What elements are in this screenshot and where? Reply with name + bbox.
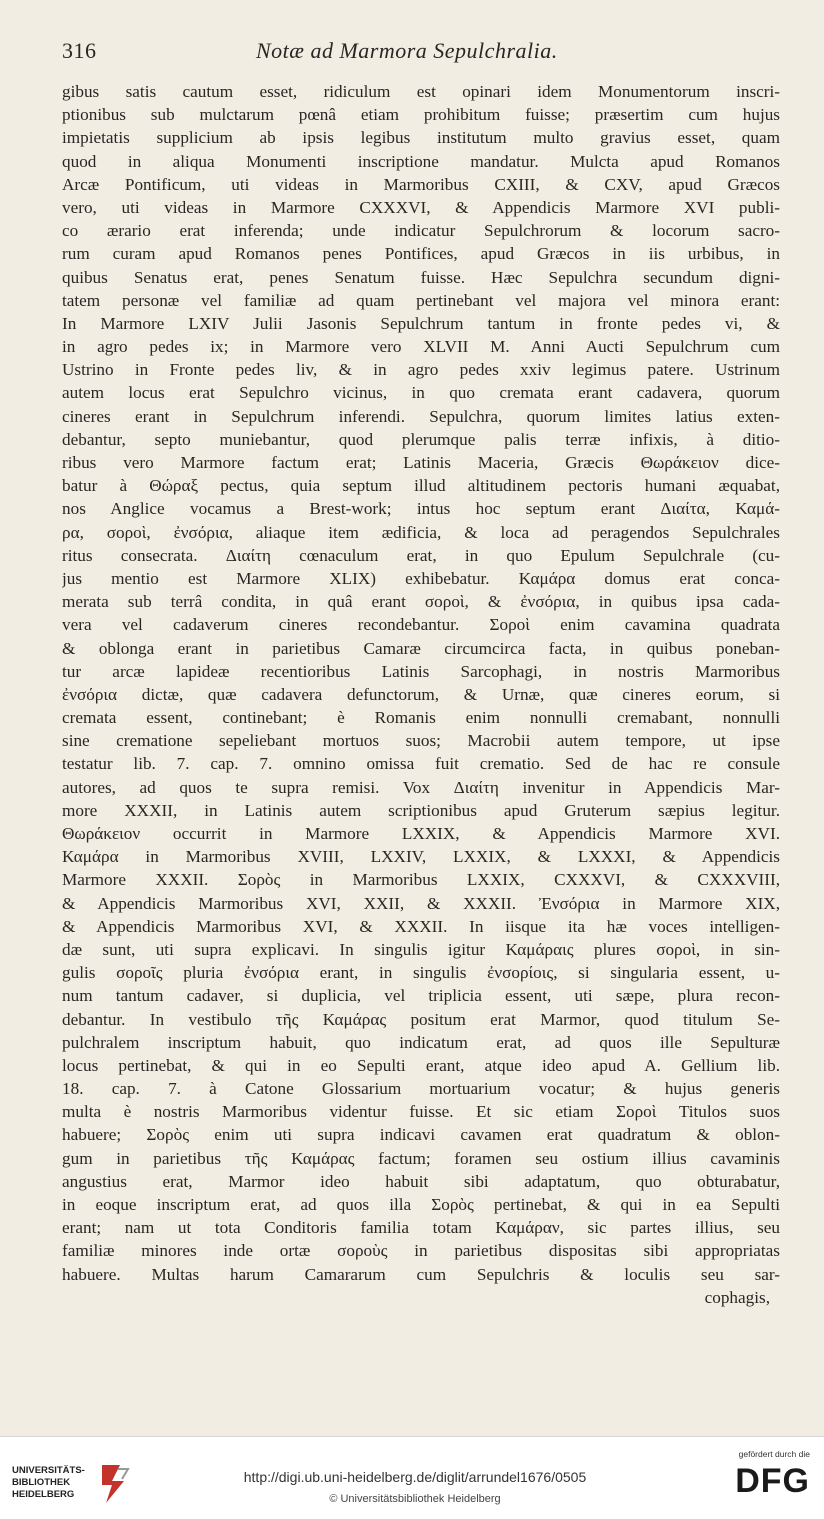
text-line: Arcæ Pontificum, uti videas in Marmoribus CXIII, & CXV, apud Græcos bbox=[62, 174, 780, 194]
library-name bbox=[12, 1465, 92, 1501]
library-name-text: UNIVERSITÄTS- BIBLIOTHEK HEIDELBERG bbox=[12, 1465, 85, 1500]
text-line: Ustrino in Fronte pedes liv, & in agro pedes xxiv legimus patere. Ustrinum bbox=[62, 360, 780, 380]
permalink-url[interactable]: http://digi.ub.uni-heidelberg.de/diglit/arrundel1676/0505 bbox=[243, 1469, 587, 1485]
text-line: gibus satis cautum esset, ridiculum est opinari idem Monumentorum inscri- bbox=[62, 82, 780, 101]
text-line: vero, uti videas in Marmore CXXXVI, & Appendicis Marmore XVI publi- bbox=[62, 197, 780, 217]
text-line: gulis σοροῖς pluria ἐνσόρια erant, in singulis ἐνσορίοις, si singularia essent, u- bbox=[62, 963, 780, 983]
text-line: ρα, σοροὶ, ἐνσόρια, aliaque item ædificia, & loca ad peragendos Sepulchrales bbox=[62, 522, 780, 542]
running-head bbox=[62, 38, 752, 68]
funded-by-label: gefördert durch die bbox=[738, 1449, 810, 1459]
text-line: in eoque inscriptum erat, ad quos illa Σορὸς pertinebat, & qui in ea Sepulti bbox=[62, 1195, 780, 1214]
copyright-notice: © Universitätsbibliothek Heidelberg bbox=[329, 1493, 501, 1505]
text-line: & oblonga erant in parietibus Camaræ circumcirca facta, in quibus poneban- bbox=[62, 638, 780, 658]
text-line: jus mentio est Marmore XLIX) exhibebatur. Καμάρα domus erat conca- bbox=[62, 568, 780, 588]
page-title: Notæ ad Marmora Sepulchralia. bbox=[256, 38, 558, 63]
text-line: In Marmore LXIV Julii Jasonis Sepulchrum tantum in fronte pedes vi, & bbox=[62, 313, 780, 333]
text-line: co ærario erat inferenda; unde indicatur Sepulchrorum & locorum sacro- bbox=[62, 221, 780, 241]
text-line: tatem personæ vel familiæ ad quam pertinebant vel majora vel minora erant: bbox=[62, 290, 780, 310]
text-line: & Appendicis Marmoribus XVI, XXII, & XXXII. Ἐνσόρια in Marmore XIX, bbox=[62, 893, 780, 913]
text-line: merata sub terrâ condita, in quâ erant σοροὶ, & ἐνσόρια, in quibus ipsa cada- bbox=[62, 592, 780, 612]
text-line: & Appendicis Marmoribus XVI, & XXXII. In iisque ita hæ voces intelligen- bbox=[62, 916, 780, 936]
text-line: impietatis supplicium ab ipsis legibus institutum multo gravius esset, quam bbox=[62, 128, 780, 148]
page-number: 316 bbox=[62, 38, 97, 63]
text-line: cineres erant in Sepulchrum inferendi. Sepulchra, quorum limites latius exten- bbox=[62, 406, 780, 426]
text-line: batur à Θώραξ pectus, quia septum illud altitudinem pectoris humani æquabat, bbox=[62, 476, 780, 496]
text-line: vera vel cadaverum cineres recondebantur. Σοροὶ enim cavamina quadrata bbox=[62, 615, 780, 635]
text-line: tur arcæ lapideæ recentioribus Latinis Sarcophagi, in nostris Marmoribus bbox=[62, 661, 780, 681]
text-line: debantur. In vestibulo τῆς Καμάρας positum erat Marmor, quod titulum Se- bbox=[62, 1009, 780, 1029]
text-line: sine crematione sepeliebant mortuos suos; Macrobii autem tempore, ut ipse bbox=[62, 731, 780, 751]
text-line: debantur, septo muniebantur, quod plerumque palis terræ infixis, à ditio- bbox=[62, 429, 780, 449]
text-line: pulchralem inscriptum habuit, quo indicatum erat, ad quos ille Sepulturæ bbox=[62, 1032, 780, 1052]
text-line: Καμάρα in Marmoribus XVIII, LXXIV, LXXIX, & LXXXI, & Appendicis bbox=[62, 847, 780, 867]
text-line: ἐνσόρια dictæ, quæ cadavera defunctorum, & Urnæ, quæ cineres eorum, si bbox=[62, 684, 780, 704]
body-text bbox=[62, 80, 780, 1309]
text-line: locus pertinebat, & qui in eo Sepulti erant, atque ideo apud A. Gellium lib. bbox=[62, 1055, 780, 1075]
text-line: ribus vero Marmore factum erat; Latinis Maceria, Græcis Θωράκειον dice- bbox=[62, 453, 780, 472]
text-line: autores, ad quos te supra remisi. Vox Διαίτη invenitur in Appendicis Mar- bbox=[62, 777, 780, 797]
text-line: ritus consecrata. Διαίτη cœnaculum erat, in quo Epulum Sepulchrale (cu- bbox=[62, 545, 780, 565]
text-line: autem locus erat Sepulchro vicinus, in quo cremata erant cadavera, quorum bbox=[62, 383, 780, 403]
text-line: nos Anglice vocamus a Brest-work; intus hoc septum erant Διαίτα, Καμά- bbox=[62, 499, 780, 519]
text-line: rum curam apud Romanos penes Pontifices, apud Græcos in iis urbibus, in bbox=[62, 244, 780, 264]
text-line: cremata essent, continebant; è Romanis enim nonnulli cremabant, nonnulli bbox=[62, 708, 780, 728]
library-emblem-icon bbox=[98, 1461, 130, 1505]
university-library-logo[interactable] bbox=[12, 1461, 162, 1505]
dfg-logo[interactable] bbox=[730, 1449, 810, 1509]
text-line: dæ sunt, uti supra explicavi. In singulis igitur Καμάραις plures σοροὶ, in sin- bbox=[62, 939, 780, 959]
text-line: gum in parietibus τῆς Καμάρας factum; foramen seu ostium illius cavaminis bbox=[62, 1148, 780, 1168]
text-line: familiæ minores inde ortæ σοροὺς in parietibus dispositas sibi appropriatas bbox=[62, 1241, 780, 1261]
text-line: angustius erat, Marmor ideo habuit sibi adaptatum, quo obturabatur, bbox=[62, 1171, 780, 1191]
text-line: ptionibus sub mulctarum pœnâ etiam prohibitum fuisse; præsertim cum hujus bbox=[62, 105, 780, 125]
text-line: multa è nostris Marmoribus videntur fuisse. Et sic etiam Σοροὶ Titulos suos bbox=[62, 1102, 780, 1122]
text-line: erant; nam ut tota Conditoris familia totam Καμάραν, sic partes illius, seu bbox=[62, 1218, 780, 1238]
text-line: quibus Senatus erat, penes Senatum fuisse. Hæc Sepulchra secundum digni- bbox=[62, 267, 780, 287]
text-line: in agro pedes ix; in Marmore vero XLVII M. Anni Aucti Sepulchrum cum bbox=[62, 337, 780, 357]
viewer-footer bbox=[0, 1436, 824, 1519]
text-line: more XXXII, in Latinis autem scriptionibus apud Gruterum sæpius legitur. bbox=[62, 800, 780, 820]
text-line: habuere; Σορὸς enim uti supra indicavi cavamen erat quadratum & oblon- bbox=[62, 1125, 780, 1145]
text-line: quod in aliqua Monumenti inscriptione mandatur. Mulcta apud Romanos bbox=[62, 151, 780, 171]
text-line: habuere. Multas harum Camararum cum Sepulchris & loculis seu sar- bbox=[62, 1264, 780, 1284]
text-line: Θωράκειον occurrit in Marmore LXXIX, & Appendicis Marmore XVI. bbox=[62, 824, 780, 843]
text-line: Marmore XXXII. Σορὸς in Marmoribus LXXIX, CXXXVI, & CXXXVIII, bbox=[62, 870, 780, 890]
text-line: testatur lib. 7. cap. 7. omnino omissa fuit crematio. Sed de hac re consule bbox=[62, 754, 780, 774]
text-line: num tantum cadaver, si duplicia, vel triplicia essent, uti sæpe, plura recon- bbox=[62, 986, 780, 1006]
text-line: 18. cap. 7. à Catone Glossarium mortuarium vocatur; & hujus generis bbox=[62, 1079, 780, 1099]
dfg-wordmark: DFG bbox=[735, 1462, 810, 1500]
text-line: cophagis, bbox=[704, 1287, 770, 1307]
